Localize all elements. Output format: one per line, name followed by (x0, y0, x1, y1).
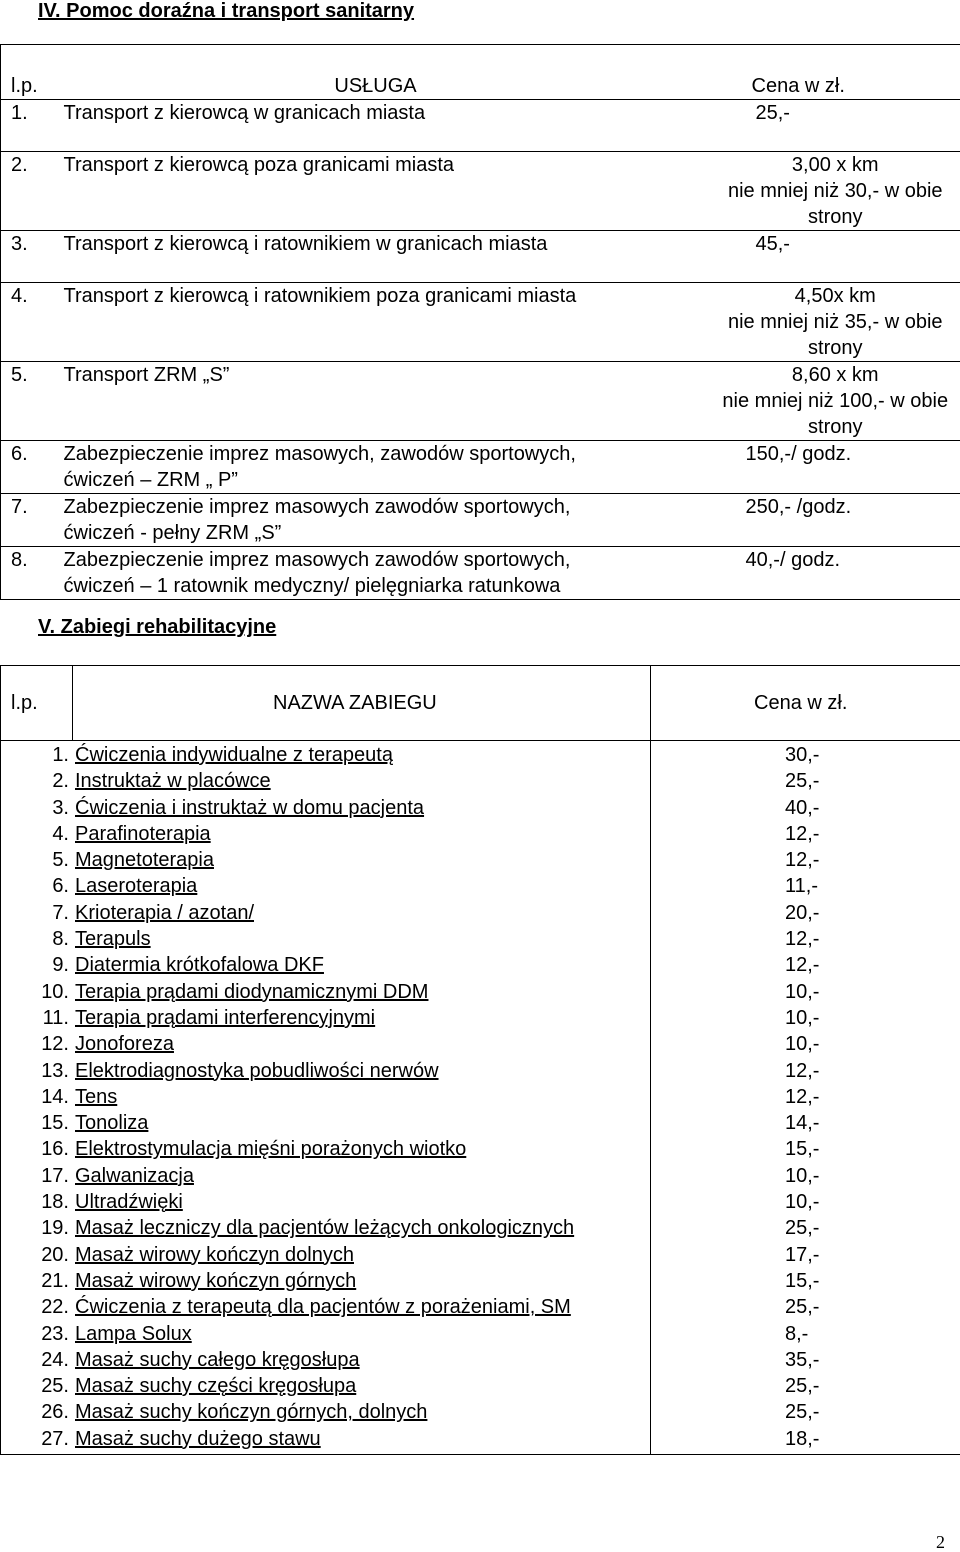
table-row (1, 547, 960, 600)
row-number-cell (1, 362, 61, 441)
price-text: nie mniej niż 35,- w obie (641, 309, 960, 335)
item-name: Masaż suchy kończyn górnych, dolnych (71, 1401, 427, 1423)
list-item (1, 926, 650, 952)
item-price: 18,- (651, 1426, 960, 1452)
item-price: 40,- (651, 795, 960, 821)
price-cell (641, 494, 960, 547)
page-number: 2 (936, 1533, 945, 1551)
item-name: Laseroterapia (71, 875, 197, 897)
item-price: 25,- (651, 1294, 960, 1320)
price-text: 45,- (641, 231, 960, 257)
price-text: 150,-/ godz. (641, 441, 960, 467)
item-number: 9. (1, 952, 71, 978)
row-number: 5. (1, 362, 61, 388)
item-name: Terapia prądami interferencyjnymi (71, 1007, 375, 1029)
list-item (1, 1399, 650, 1425)
price-text: nie mniej niż 30,- w obie (641, 178, 960, 204)
row-number: 8. (1, 547, 61, 573)
service-text: ćwiczeń – 1 ratownik medyczny/ pielęgniarka ratunkowa (61, 573, 641, 599)
service-cell (61, 283, 641, 362)
rehabilitation-price-table (0, 665, 960, 1455)
price-cell (641, 283, 960, 362)
price-column (651, 741, 960, 1455)
item-price: 35,- (651, 1347, 960, 1373)
list-item (1, 847, 650, 873)
item-name: Masaż leczniczy dla pacjentów leżących onkologicznych (71, 1217, 574, 1239)
row-number: 3. (1, 231, 61, 257)
service-text: Transport z kierowcą w granicach miasta (61, 100, 641, 126)
list-item (1, 1268, 650, 1294)
item-price: 25,- (651, 1399, 960, 1425)
item-price: 8,- (651, 1321, 960, 1347)
list-item (1, 1136, 650, 1162)
item-number: 20. (1, 1242, 71, 1268)
item-price: 12,- (651, 847, 960, 873)
item-number: 4. (1, 821, 71, 847)
service-cell (61, 494, 641, 547)
item-name: Krioterapia / azotan/ (71, 902, 254, 924)
table-body-row (1, 741, 960, 1455)
list-item (1, 742, 650, 768)
table-row (1, 152, 960, 231)
list-item (1, 1110, 650, 1136)
item-name: Masaż wirowy kończyn dolnych (71, 1244, 354, 1266)
item-number: 3. (1, 795, 71, 821)
item-name: Tens (71, 1086, 117, 1108)
header-lp (1, 45, 61, 100)
table-header-row (1, 666, 960, 741)
item-name: Masaż suchy dużego stawu (71, 1428, 321, 1450)
item-name: Magnetoterapia (71, 849, 214, 871)
list-item (1, 795, 650, 821)
item-name: Lampa Solux (71, 1323, 192, 1345)
item-price: 11,- (651, 873, 960, 899)
item-name: Terapuls (71, 928, 151, 950)
item-price: 12,- (651, 926, 960, 952)
item-number: 26. (1, 1399, 71, 1425)
service-text: Zabezpieczenie imprez masowych zawodów sportowych, (61, 494, 641, 520)
price-cell (641, 441, 960, 494)
item-name: Terapia prądami diodynamicznymi DDM (71, 981, 428, 1003)
list-item (1, 1031, 650, 1057)
table-header-row (1, 45, 960, 100)
list-item (1, 952, 650, 978)
service-text: Transport z kierowcą poza granicami miasta (61, 152, 641, 178)
item-number: 19. (1, 1215, 71, 1241)
list-item (1, 768, 650, 794)
item-price: 10,- (651, 1031, 960, 1057)
service-cell (61, 547, 641, 600)
item-price: 25,- (651, 768, 960, 794)
header-name (73, 666, 651, 741)
list-item (1, 1189, 650, 1215)
price-cell (641, 362, 960, 441)
item-name: Jonoforeza (71, 1033, 174, 1055)
price-text: 8,60 x km (641, 362, 960, 388)
service-text: Zabezpieczenie imprez masowych zawodów sportowych, (61, 547, 641, 573)
item-number: 27. (1, 1426, 71, 1452)
list-item (1, 1215, 650, 1241)
list-item (1, 1005, 650, 1031)
transport-price-table (0, 44, 960, 600)
item-name: Instruktaż w placówce (71, 770, 271, 792)
service-text: Transport z kierowcą i ratownikiem poza granicami miasta (61, 283, 641, 309)
item-price: 10,- (651, 1005, 960, 1031)
price-text: 40,-/ godz. (641, 547, 960, 573)
list-item (1, 821, 650, 847)
item-price: 10,- (651, 979, 960, 1005)
price-text: nie mniej niż 100,- w obie (641, 388, 960, 414)
price-cell (641, 152, 960, 231)
item-price: 12,- (651, 1058, 960, 1084)
header-lp-label: l.p. (1, 73, 61, 99)
list-item (1, 979, 650, 1005)
row-number: 2. (1, 152, 61, 178)
price-text: strony (641, 204, 960, 230)
header-lp-label: l.p. (1, 690, 72, 716)
item-number: 22. (1, 1294, 71, 1320)
item-number: 16. (1, 1136, 71, 1162)
item-number: 10. (1, 979, 71, 1005)
row-number-cell (1, 100, 61, 152)
header-price (651, 666, 960, 741)
item-name: Elektrodiagnostyka pobudliwości nerwów (71, 1060, 439, 1082)
item-number: 13. (1, 1058, 71, 1084)
list-item (1, 1373, 650, 1399)
service-text: ćwiczeń - pełny ZRM „S” (61, 520, 641, 546)
header-price-label: Cena w zł. (641, 73, 960, 99)
header-service-label: USŁUGA (61, 73, 641, 99)
price-text: 25,- (641, 100, 960, 126)
row-number: 4. (1, 283, 61, 309)
item-price: 20,- (651, 900, 960, 926)
item-number: 11. (1, 1005, 71, 1031)
list-item (1, 873, 650, 899)
row-number-cell (1, 152, 61, 231)
list-item (1, 900, 650, 926)
row-number: 1. (1, 100, 61, 126)
service-text: Transport ZRM „S” (61, 362, 641, 388)
item-name: Masaż suchy całego kręgosłupa (71, 1349, 360, 1371)
item-number: 17. (1, 1163, 71, 1189)
item-number: 5. (1, 847, 71, 873)
item-number: 24. (1, 1347, 71, 1373)
table-row (1, 494, 960, 547)
item-number: 1. (1, 742, 71, 768)
row-number: 6. (1, 441, 61, 467)
service-text: Transport z kierowcą i ratownikiem w granicach miasta (61, 231, 641, 257)
item-price: 10,- (651, 1189, 960, 1215)
row-number-cell (1, 231, 61, 283)
list-item (1, 1242, 650, 1268)
item-number: 6. (1, 873, 71, 899)
list-item (1, 1294, 650, 1320)
item-number: 18. (1, 1189, 71, 1215)
price-text: 250,- /godz. (641, 494, 960, 520)
service-cell (61, 441, 641, 494)
item-name: Ćwiczenia indywidualne z terapeutą (71, 744, 393, 766)
table-row (1, 231, 960, 283)
row-number-cell (1, 283, 61, 362)
section-4-title: IV. Pomoc doraźna i transport sanitarny (38, 0, 414, 22)
item-name: Ćwiczenia z terapeutą dla pacjentów z porażeniami, SM (71, 1296, 571, 1318)
name-column (1, 741, 651, 1455)
service-text: Zabezpieczenie imprez masowych, zawodów sportowych, (61, 441, 641, 467)
price-cell (641, 100, 960, 152)
item-price: 12,- (651, 1084, 960, 1110)
price-text: 3,00 x km (641, 152, 960, 178)
item-number: 7. (1, 900, 71, 926)
row-number-cell (1, 441, 61, 494)
section-5-title: V. Zabiegi rehabilitacyjne (38, 616, 276, 638)
header-name-label: NAZWA ZABIEGU (73, 690, 650, 716)
list-item (1, 1347, 650, 1373)
item-name: Ćwiczenia i instruktaż w domu pacjenta (71, 797, 424, 819)
item-price: 12,- (651, 821, 960, 847)
row-number-cell (1, 494, 61, 547)
service-text: ćwiczeń – ZRM „ P” (61, 467, 641, 493)
price-text: strony (641, 414, 960, 440)
row-number: 7. (1, 494, 61, 520)
header-price-label: Cena w zł. (651, 690, 960, 716)
item-number: 25. (1, 1373, 71, 1399)
item-name: Ultradźwięki (71, 1191, 183, 1213)
item-price: 15,- (651, 1268, 960, 1294)
price-text: 4,50x km (641, 283, 960, 309)
item-number: 15. (1, 1110, 71, 1136)
item-number: 21. (1, 1268, 71, 1294)
item-number: 14. (1, 1084, 71, 1110)
row-number-cell (1, 547, 61, 600)
item-name: Parafinoterapia (71, 823, 211, 845)
service-cell (61, 100, 641, 152)
header-lp (1, 666, 73, 741)
price-cell (641, 547, 960, 600)
price-cell (641, 231, 960, 283)
item-price: 12,- (651, 952, 960, 978)
header-price (641, 45, 960, 100)
item-number: 8. (1, 926, 71, 952)
service-cell (61, 152, 641, 231)
item-number: 12. (1, 1031, 71, 1057)
item-price: 14,- (651, 1110, 960, 1136)
list-item (1, 1084, 650, 1110)
item-price: 15,- (651, 1136, 960, 1162)
list-item (1, 1426, 650, 1452)
item-number: 23. (1, 1321, 71, 1347)
item-price: 10,- (651, 1163, 960, 1189)
table-row (1, 441, 960, 494)
list-item (1, 1058, 650, 1084)
item-name: Tonoliza (71, 1112, 148, 1134)
item-price: 25,- (651, 1373, 960, 1399)
item-price: 25,- (651, 1215, 960, 1241)
item-name: Elektrostymulacja mięśni porażonych wiotko (71, 1138, 466, 1160)
header-service (61, 45, 641, 100)
table-row (1, 283, 960, 362)
item-name: Masaż wirowy kończyn górnych (71, 1270, 356, 1292)
item-number: 2. (1, 768, 71, 794)
item-price: 17,- (651, 1242, 960, 1268)
list-item (1, 1163, 650, 1189)
item-name: Masaż suchy części kręgosłupa (71, 1375, 356, 1397)
price-text: strony (641, 335, 960, 361)
item-price: 30,- (651, 742, 960, 768)
item-name: Diatermia krótkofalowa DKF (71, 954, 324, 976)
service-cell (61, 362, 641, 441)
item-name: Galwanizacja (71, 1165, 194, 1187)
service-cell (61, 231, 641, 283)
list-item (1, 1321, 650, 1347)
table-row (1, 100, 960, 152)
table-row (1, 362, 960, 441)
